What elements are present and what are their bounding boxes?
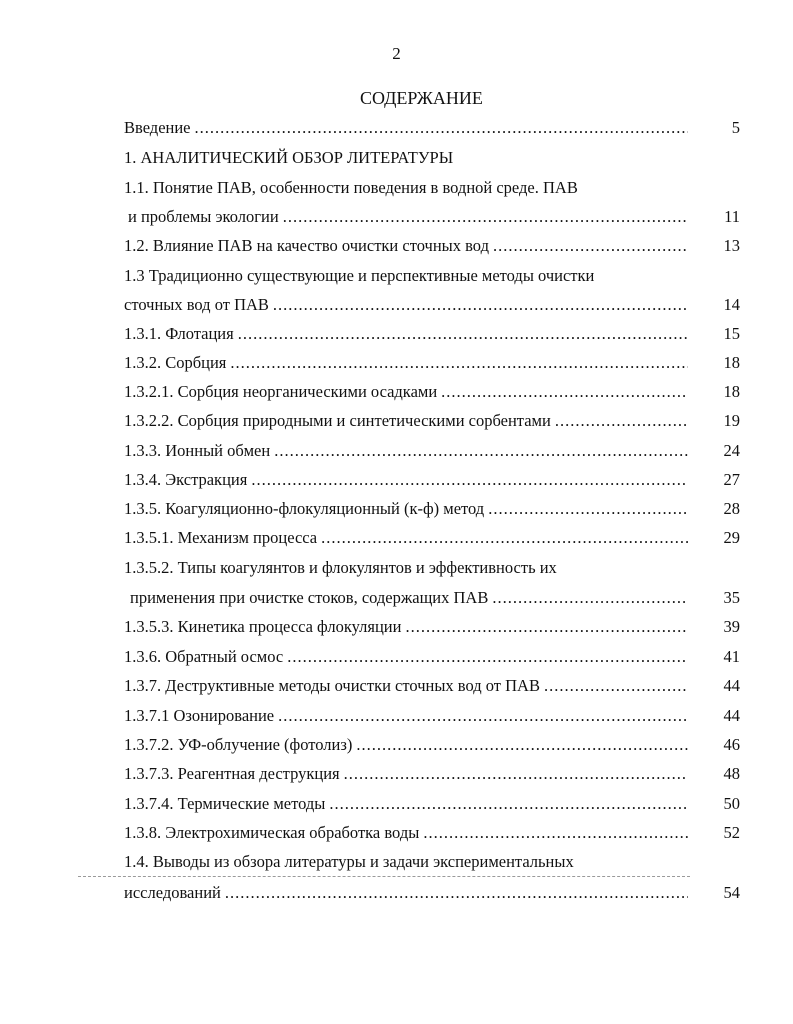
leader-dots <box>251 468 688 492</box>
toc-entry-page: 19 <box>723 411 740 430</box>
toc-entry-label: 1.3.5.3. Кинетика процесса флокуляции <box>124 617 402 636</box>
toc-entry[interactable] <box>120 468 740 492</box>
toc-entry-label: Введение <box>124 118 191 137</box>
toc-entry[interactable] <box>120 116 740 140</box>
leader-dots <box>544 674 688 698</box>
scan-artifact-line <box>78 876 690 877</box>
leader-dots <box>274 439 688 463</box>
toc-entry-label-line1: 1.1. Понятие ПАВ, особенности поведения в водной среде. ПАВ <box>124 178 578 197</box>
leader-dots <box>230 351 688 375</box>
toc-entry-page: 46 <box>723 735 740 754</box>
toc-entry[interactable] <box>120 497 740 521</box>
toc-entry-label: 1.3.7.2. УФ-облучение (фотолиз) <box>124 735 353 754</box>
toc-entry-label: 1.3.7. Деструктивные методы очистки сточных вод от ПАВ <box>124 676 540 695</box>
toc-entry-label: 1.3.7.3. Реагентная деструкция <box>124 764 340 783</box>
toc-entry-continuation[interactable] <box>120 205 740 229</box>
toc-entry-label: 1.3.7.4. Термические методы <box>124 794 326 813</box>
toc-entry[interactable] <box>120 733 740 757</box>
leader-dots <box>321 526 688 550</box>
leader-dots <box>344 762 688 786</box>
toc-entry-page: 29 <box>723 528 740 547</box>
toc-entry[interactable] <box>120 439 740 463</box>
toc-entry-page: 18 <box>723 382 740 401</box>
toc-entry[interactable] <box>120 645 740 669</box>
toc-entry-page: 52 <box>723 823 740 842</box>
toc-entry-page: 54 <box>723 883 740 902</box>
leader-dots <box>488 497 688 521</box>
toc-entry-page: 13 <box>723 236 740 255</box>
toc-entry[interactable] <box>120 409 740 433</box>
toc-entry-label: и проблемы экологии <box>128 207 279 226</box>
toc-entry-label: 1.3.2.1. Сорбция неорганическими осадками <box>124 382 438 401</box>
toc-entry-label: 1.3.4. Экстракция <box>124 470 248 489</box>
toc-entry-label: 1.3.6. Обратный осмос <box>124 647 284 666</box>
toc-entry[interactable] <box>120 674 740 698</box>
toc-entry[interactable] <box>120 556 740 580</box>
toc-entry-label: 1.2. Влияние ПАВ на качество очистки сточных вод <box>124 236 489 255</box>
toc-entry-continuation[interactable] <box>120 586 740 610</box>
toc-entry-page: 24 <box>723 441 740 460</box>
toc-entry[interactable] <box>120 615 740 639</box>
toc-entry-page: 5 <box>731 118 740 137</box>
toc-entry-label-line1: 1.4. Выводы из обзора литературы и задачи экспериментальных <box>124 852 574 871</box>
leader-dots <box>405 615 688 639</box>
toc-entry[interactable] <box>120 792 740 816</box>
toc-entry-label: 1.3.3. Ионный обмен <box>124 441 271 460</box>
toc-entry-page: 50 <box>723 794 740 813</box>
toc-entry-label: 1.3.8. Электрохимическая обработка воды <box>124 823 420 842</box>
toc-entry[interactable] <box>120 526 740 550</box>
toc-entry[interactable] <box>120 704 740 728</box>
toc-entry[interactable] <box>120 380 740 404</box>
toc-entry[interactable] <box>120 146 740 170</box>
leader-dots <box>441 380 688 404</box>
toc-title: СОДЕРЖАНИЕ <box>360 88 483 108</box>
toc-entry-page: 44 <box>723 676 740 695</box>
toc-entry-page: 14 <box>723 295 740 314</box>
toc-entry-page: 11 <box>724 207 740 226</box>
toc-entry-page: 15 <box>723 324 740 343</box>
toc-entry-page: 39 <box>723 617 740 636</box>
toc-entry-label: 1.3.5. Коагуляционно-флокуляционный (к-ф) метод <box>124 499 485 518</box>
toc-entry[interactable] <box>120 351 740 375</box>
toc-entry-page: 35 <box>723 588 740 607</box>
toc-entry-label-line1: 1.3 Традиционно существующие и перспективные методы очистки <box>124 266 595 285</box>
toc-entry-label: 1.3.7.1 Озонирование <box>124 706 275 725</box>
toc-entry-page: 44 <box>723 706 740 725</box>
toc-entry[interactable] <box>120 821 740 845</box>
leader-dots <box>225 881 688 905</box>
leader-dots <box>273 293 688 317</box>
leader-dots <box>423 821 688 845</box>
toc-entry-label: исследований <box>124 883 221 902</box>
leader-dots <box>238 322 688 346</box>
toc-entry-page: 28 <box>723 499 740 518</box>
toc-entry-continuation[interactable] <box>120 293 740 317</box>
toc-entry-page: 48 <box>723 764 740 783</box>
toc-entry-page: 27 <box>723 470 740 489</box>
toc-entry-label-line1: 1.3.5.2. Типы коагулянтов и флокулянтов и эффективность их <box>124 558 557 577</box>
toc-entry-page: 41 <box>723 647 740 666</box>
toc-entry[interactable] <box>120 264 740 288</box>
toc-entry[interactable] <box>120 234 740 258</box>
toc-entry-label: применения при очистке стоков, содержащих ПАВ <box>130 588 489 607</box>
toc-entry[interactable] <box>120 176 740 200</box>
leader-dots <box>195 116 688 140</box>
toc-entry-label: 1.3.2. Сорбция <box>124 353 227 372</box>
toc-entry-label: 1.3.2.2. Сорбция природными и синтетическими сорбентами <box>124 411 551 430</box>
toc-entry[interactable] <box>120 762 740 786</box>
leader-dots <box>287 645 688 669</box>
leader-dots <box>329 792 688 816</box>
leader-dots <box>278 704 688 728</box>
toc-entry-label: 1.3.5.1. Механизм процесса <box>124 528 318 547</box>
leader-dots <box>492 586 688 610</box>
toc-entry-label: 1.3.1. Флотация <box>124 324 234 343</box>
leader-dots <box>555 409 688 433</box>
leader-dots <box>283 205 688 229</box>
toc-entry[interactable] <box>120 850 740 874</box>
leader-dots <box>356 733 688 757</box>
toc-entry-page: 18 <box>723 353 740 372</box>
leader-dots <box>493 234 688 258</box>
toc-entry-label: 1. АНАЛИТИЧЕСКИЙ ОБЗОР ЛИТЕРАТУРЫ <box>124 148 454 167</box>
toc-entry[interactable] <box>120 322 740 346</box>
toc-entry-label: сточных вод от ПАВ <box>124 295 269 314</box>
toc-entry-continuation[interactable] <box>120 881 740 905</box>
page-number: 2 <box>392 44 401 63</box>
